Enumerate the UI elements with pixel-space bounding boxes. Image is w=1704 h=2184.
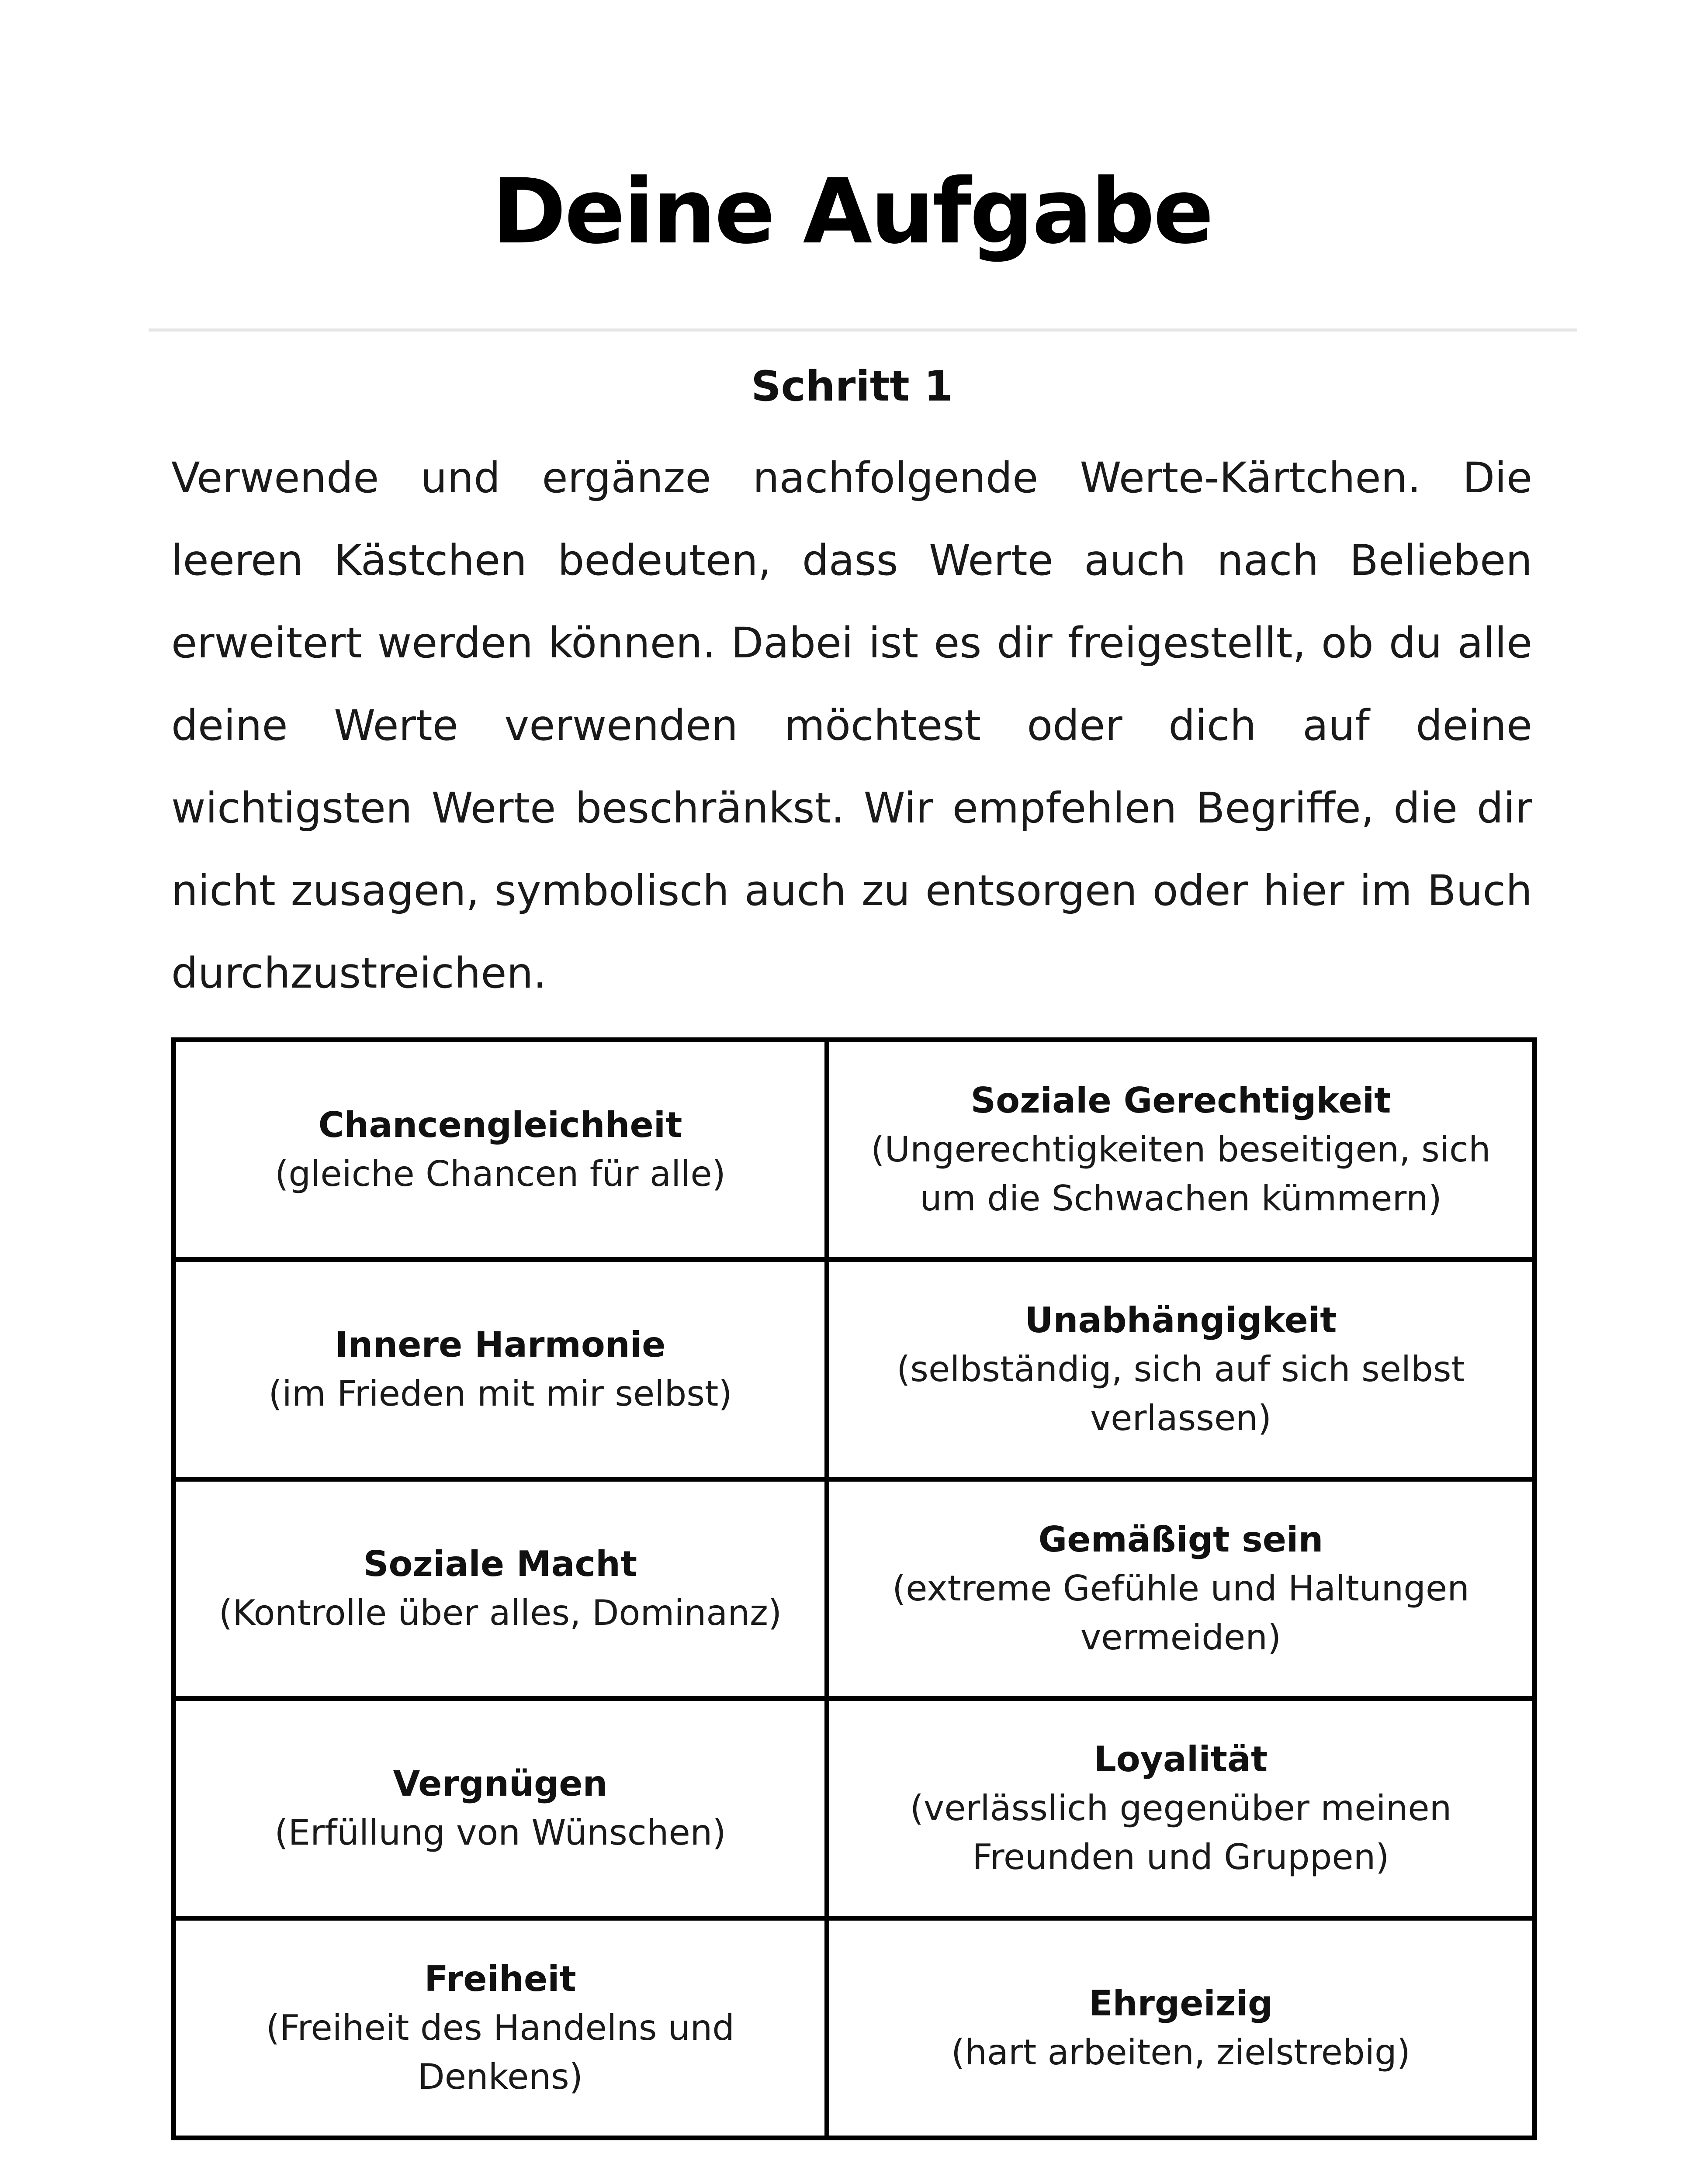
value-card <box>174 1699 827 1918</box>
value-card-description: (selbständig, sich auf sich selbst verlassen) <box>897 1348 1465 1438</box>
value-card-description: (Ungerechtigkeiten beseitigen, sich um die Schwachen kümmern) <box>871 1129 1491 1219</box>
value-card-description: (verlässlich gegenüber meinen Freunden und Gruppen) <box>910 1788 1452 1878</box>
value-card-title: Ehrgeizig <box>1088 1983 1273 2024</box>
table-row <box>174 1040 1535 1260</box>
value-card-title: Gemäßigt sein <box>1038 1519 1323 1560</box>
table-row <box>174 1479 1535 1699</box>
value-card <box>827 1259 1535 1479</box>
value-card <box>174 1918 827 2138</box>
value-card <box>174 1479 827 1699</box>
page-title: Deine Aufgabe <box>492 160 1212 264</box>
intro-paragraph: Verwende und ergänze nachfolgende Werte-Kärtchen. Die leeren Kästchen bedeuten, dass Werte auch nach Belieben erweitert werden können. Dabei ist es dir freigestellt, ob du alle deine Werte verwenden möchtest oder dich auf deine wichtigsten Werte beschränkst. Wir empfehlen Begriffe, die dir nicht zusagen, symbolisch auch zu entsorgen oder hier im Buch durchzustreichen. <box>171 453 1532 998</box>
value-card-title: Loyalität <box>1094 1739 1268 1780</box>
title-divider <box>149 328 1577 332</box>
table-row <box>174 1259 1535 1479</box>
value-card <box>174 1040 827 1260</box>
value-card <box>827 1040 1535 1260</box>
value-card <box>174 1259 827 1479</box>
value-card-title: Soziale Macht <box>363 1544 637 1585</box>
value-card <box>827 1479 1535 1699</box>
value-card-title: Innere Harmonie <box>335 1324 666 1365</box>
value-card-title: Vergnügen <box>393 1763 608 1804</box>
value-card-description: (Kontrolle über alles, Dominanz) <box>218 1593 782 1634</box>
table-row <box>174 1918 1535 2138</box>
value-card <box>827 1918 1535 2138</box>
value-card <box>827 1699 1535 1918</box>
value-card-title: Freiheit <box>424 1959 576 2000</box>
value-card-title: Chancengleichheit <box>318 1104 682 1145</box>
value-card-title: Unabhängigkeit <box>1025 1299 1337 1341</box>
values-table <box>171 1037 1537 2140</box>
table-row <box>174 1699 1535 1918</box>
value-card-description: (im Frieden mit mir selbst) <box>268 1373 732 1414</box>
value-card-description: (gleiche Chancen für alle) <box>275 1153 726 1194</box>
value-card-description: (extreme Gefühle und Haltungen vermeiden) <box>892 1568 1469 1658</box>
value-card-description: (hart arbeiten, zielstrebig) <box>951 2032 1410 2073</box>
value-card-description: (Freiheit des Handelns und Denkens) <box>266 2008 735 2098</box>
value-card-description: (Erfüllung von Wünschen) <box>274 1812 726 1853</box>
step-heading: Schritt 1 <box>751 363 953 411</box>
value-card-title: Soziale Gerechtigkeit <box>970 1080 1391 1121</box>
